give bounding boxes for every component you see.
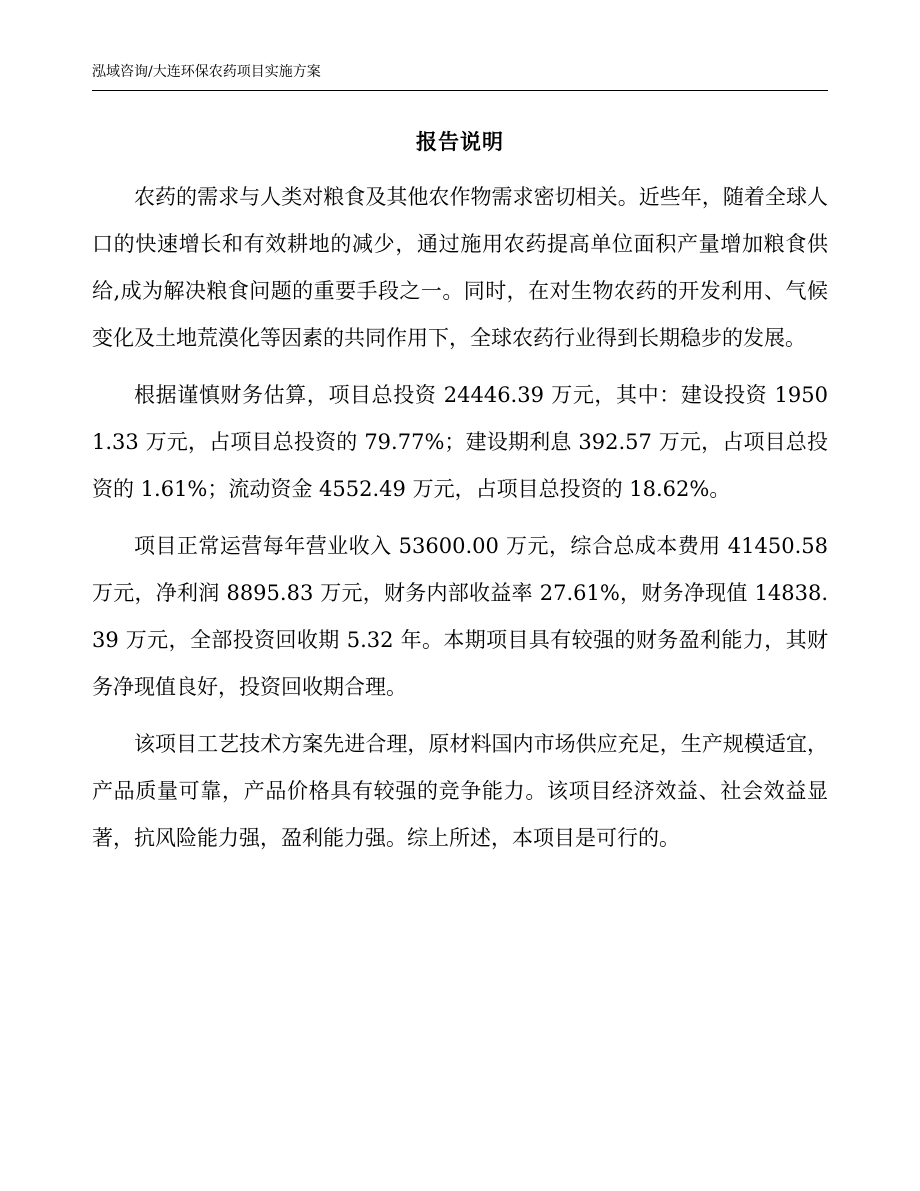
paragraph-financials: 项目正常运营每年营业收入 53600.00 万元，综合总成本费用 41450.58 万元，净利润 8895.83 万元，财务内部收益率 27.61%，财务净现值 14838.39 万元，全部投资回收期 5.32 年。本期项目具有较强的财务盈利能力，其财务净现值良好，投资回收期合理。 — [92, 534, 828, 699]
page-header-breadcrumb: 泓域咨询/大连环保农药项目实施方案 — [92, 64, 321, 80]
document-title: 报告说明 — [416, 129, 504, 154]
document-body — [92, 174, 828, 872]
paragraph-investment: 根据谨慎财务估算，项目总投资 24446.39 万元，其中：建设投资 19501.33 万元，占项目总投资的 79.77%；建设期利息 392.57 万元，占项目总投资的 1.61%；流动资金 4552.49 万元，占项目总投资的 18.62%。 — [92, 383, 828, 501]
paragraph-conclusion: 该项目工艺技术方案先进合理，原材料国内市场供应充足，生产规模适宜，产品质量可靠，产品价格具有较强的竞争能力。该项目经济效益、社会效益显著，抗风险能力强，盈利能力强。综上所述，本项目是可行的。 — [92, 732, 828, 850]
header-divider — [92, 90, 828, 91]
paragraph-background: 农药的需求与人类对粮食及其他农作物需求密切相关。近些年，随着全球人口的快速增长和有效耕地的减少，通过施用农药提高单位面积产量增加粮食供给,成为解决粮食问题的重要手段之一。同时，在对生物农药的开发利用、气候变化及土地荒漠化等因素的共同作用下，全球农药行业得到长期稳步的发展。 — [92, 185, 828, 350]
